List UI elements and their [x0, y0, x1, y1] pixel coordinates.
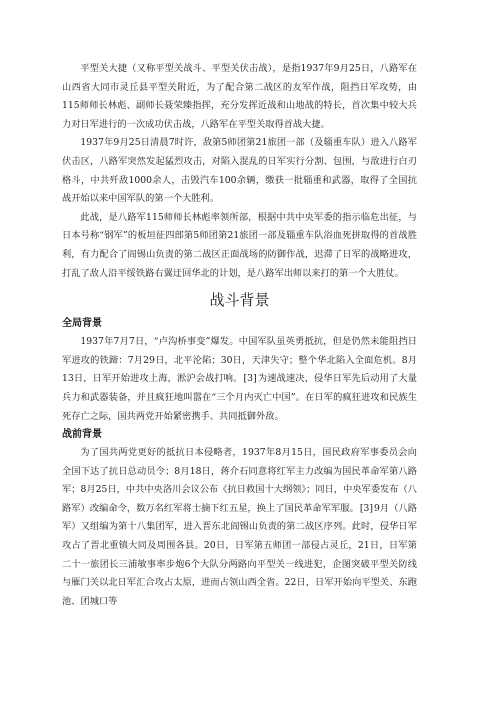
prewar-background-paragraph [62, 444, 417, 611]
citation-link-3[interactable]: [3] [243, 373, 257, 385]
intro-paragraph-1: 平型关大捷（又称平型关战斗、平型关伏击战），是指1937年9月25日，八路军在山西省大同市灵丘县平型关附近，为了配合第二战区的友军作战，阻挡日军攻势，由115师师长林彪、副师长聂荣臻指挥，充分发挥近战和山地战的特长，首次集中较大兵力对日军进行的一次成功伏击战，八路军在平型关取得首战大捷。 [62, 63, 417, 130]
intro-paragraph-3: 此战，是八路军115师师长林彪率领所部，根据中共中央军委的指示临危出征，与日本号称“钢军”的板垣征四郎第5师团第21旅团一部及辎重车队浴血死拼取得的首战胜利，有力配合了阎锡山负责的第二战区正面战场的防御作战，迟滞了日军的战略进攻，打乱了敌人沿平绥铁路右翼迂回华北的计划，是八路军出师以来打的第一个大胜仗。 [62, 211, 417, 279]
subheading-prewar-background: 战前背景 [62, 429, 102, 441]
global-text-a: 1937年7月7日，“卢沟桥事变”爆发。中国军队虽英勇抵抗，但是仍然未能阻挡日军进攻的铁蹄：7月29日，北平沦陷；30日，天津失守；整个华北陷入全面危机。8月13日，日军开始进攻上海，淞沪会战打响。 [62, 336, 417, 385]
subheading-global-background: 全局背景 [62, 318, 102, 330]
global-text-b: 为速战速决，侵华日军先后动用了大量兵力和武器装备，并且疯狂地叫嚣在“三个月内灭亡中国”。在日军的疯狂进攻和民族生死存亡之际，国共两党开始紧密携手、共同抵御外敌。 [62, 373, 417, 422]
citation-link-3b[interactable]: [3] [359, 502, 373, 514]
section-title: 战斗背景 [209, 291, 270, 310]
prewar-text-b: 9月（八路军）又组编为第十八集团军，进入晋东北阎锡山负责的第二战区序列。此时，侵华日军攻占了晋北重镇大同及周围各县。20日，日军第五师团一部侵占灵丘，21日，日军第二十一旅团长三浦敏事率步炮6个大队分两路向平型关一线进犯，企图突破平型关防线与雁门关以北日军汇合攻占太原，进而占领山西全省。22日，日军开始向平型关、东跑池、团城口等 [62, 502, 417, 607]
prewar-text-a: 为了国共两党更好的抵抗日本侵略者，1937年8月15日，国民政府军事委员会向全国下达了抗日总动员令；8月18日，蒋介石同意将红军主力改编为国民革命军第八路军；8月25日，中共中央洛川会议公布《抗日救国十大纲领》；同日，中央军委发布（八路军）改编命令，数万名红军将士摘下红五星，换上了国民革命军军服。 [62, 447, 417, 514]
intro-paragraph-2: 1937年9月25日清晨7时许，敌第5师团第21旅团一部（及辎重车队）进入八路军伏击区，八路军突然发起猛烈攻击，对陷入混乱的日军实行分割、包围，与敌进行白刃格斗，中共歼敌1000余人，击毁汽车100余辆，缴获一批辎重和武器，取得了全国抗战开始以来中国军队的第一个大胜利。 [62, 137, 417, 205]
global-background-paragraph [62, 333, 417, 426]
